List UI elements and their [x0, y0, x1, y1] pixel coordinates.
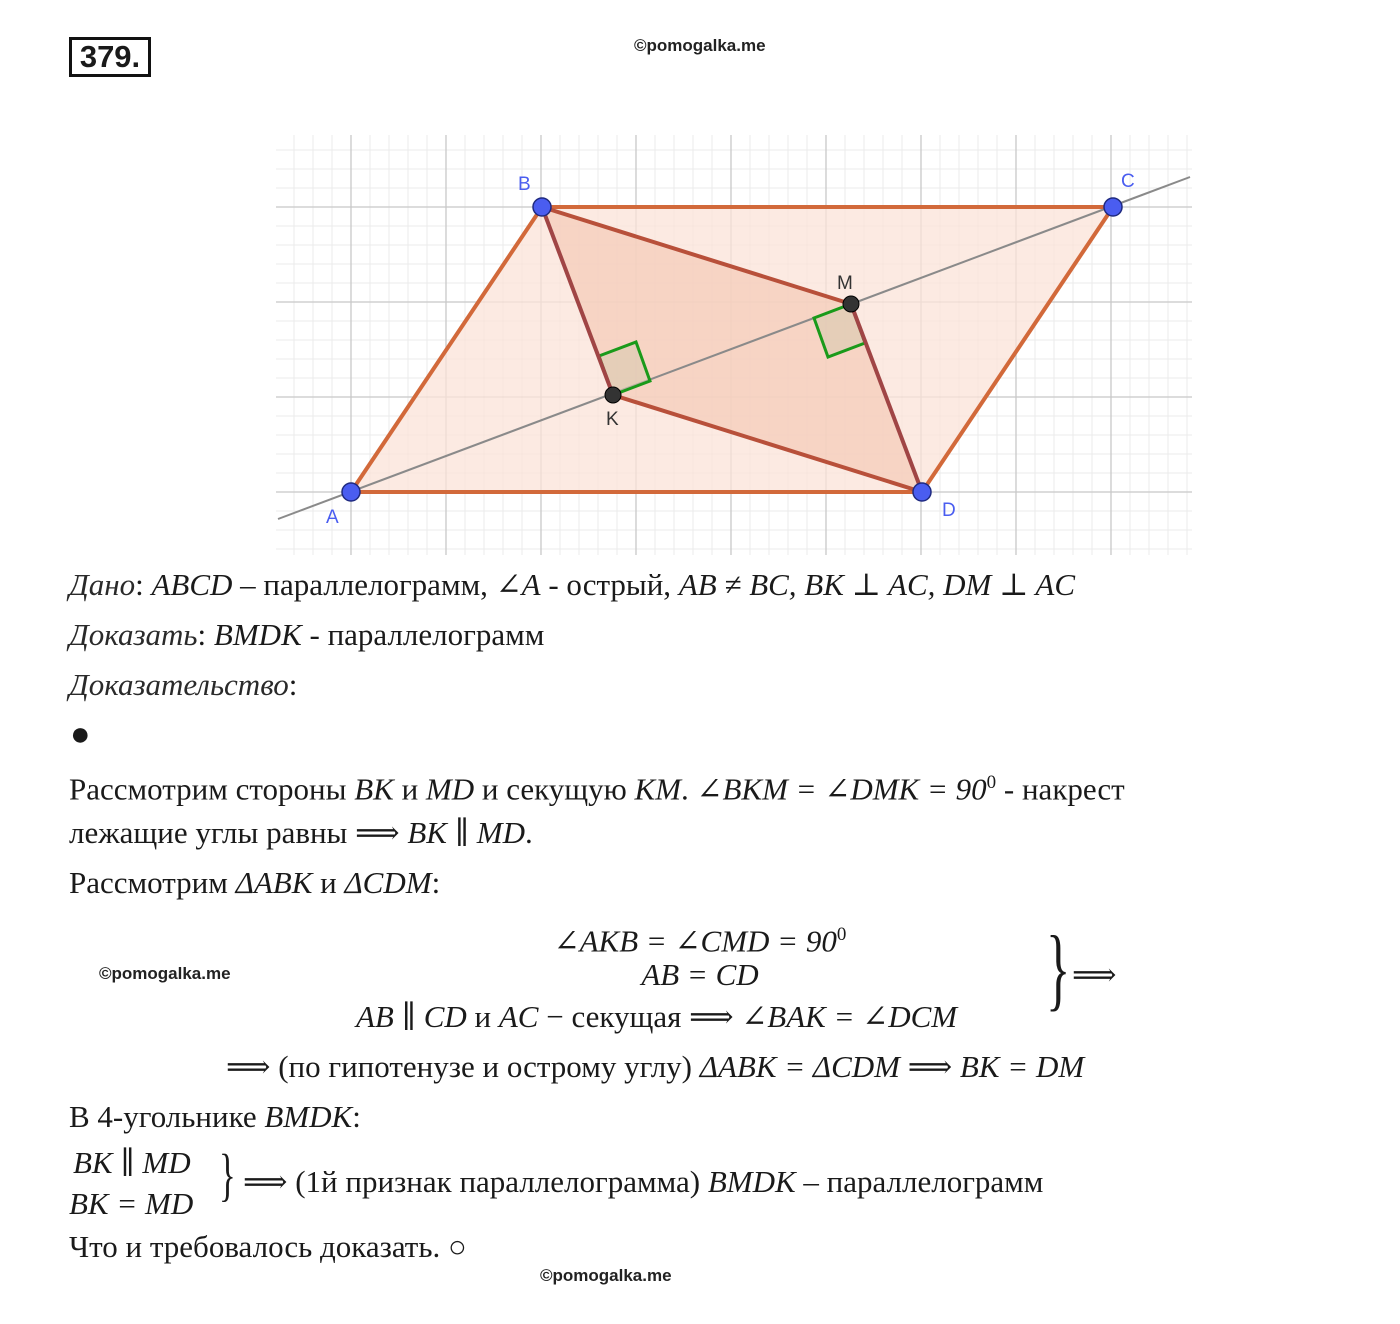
sys1-r3-text-1: и [466, 999, 499, 1034]
p3-cdm: ΔCDM [344, 865, 432, 900]
p2-text-2: . [524, 815, 533, 850]
p1-km: KM [634, 771, 682, 807]
label-m: M [837, 273, 853, 294]
given-abcd: ABCD [151, 567, 233, 602]
sys1-degree: 0 [836, 924, 847, 945]
system1-row-3 [356, 998, 957, 1036]
point-a [342, 483, 360, 501]
point-k [605, 387, 621, 403]
point-c [1104, 198, 1122, 216]
p1-bk: BK [354, 771, 394, 807]
given-colon: : [135, 567, 144, 602]
p3-text-3: : [431, 865, 441, 900]
proof-heading [69, 666, 297, 704]
p1-text-3: и секущую [474, 771, 635, 807]
bullet: ● [70, 716, 91, 753]
point-m [843, 296, 859, 312]
p5-text-2: : [352, 1099, 361, 1134]
p3-text-2: и [312, 865, 345, 900]
system1-arrow: ⟹ [1072, 957, 1117, 992]
given-text-1: – параллелограмм, [232, 567, 496, 602]
label-d: D [942, 500, 956, 521]
proof-paragraph-4 [226, 1048, 1084, 1086]
system1-brace: } [1046, 917, 1071, 1019]
p1-angles: ∠BKM = ∠DMK = 90 [696, 771, 987, 807]
system2-row-1: BK ∥ MD [73, 1145, 191, 1180]
given-text-2: - острый, [540, 567, 679, 602]
proof-colon: : [288, 667, 298, 702]
given-line [69, 566, 1075, 604]
p2-text-1: лежащие углы равны ⟹ [69, 815, 408, 850]
system2-row-2: BK = MD [69, 1186, 194, 1221]
sys2-bmdk: BMDK [707, 1164, 796, 1199]
prove-bmdk: BMDK [213, 617, 302, 652]
prove-line [69, 616, 544, 654]
p3-abk: ΔABK [235, 865, 313, 900]
sys2-text-1: ⟹ (1й признак параллелограмма) [243, 1164, 708, 1199]
proof-paragraph-5 [69, 1098, 361, 1136]
system2-conclusion [243, 1163, 1043, 1201]
p1-text-1: Рассмотрим стороны [69, 771, 355, 807]
label-c: C [1121, 171, 1135, 192]
system1-row-1 [520, 916, 880, 960]
watermark-top: ©pomogalka.me [634, 36, 766, 55]
given-conditions: AB ≠ BC, BK ⊥ AC, DM ⊥ AC [678, 567, 1076, 602]
p3-text-1: Рассмотрим [69, 865, 236, 900]
watermark-middle: ©pomogalka.me [99, 964, 231, 983]
label-k: K [606, 409, 619, 430]
proof-paragraph-1 [69, 764, 1125, 808]
sys1-r3-text-2: − секущая ⟹ [538, 999, 742, 1034]
label-a: A [326, 507, 339, 528]
p1-degree: 0 [986, 772, 997, 793]
given-angle-a: ∠A [495, 567, 541, 602]
watermark-bottom: ©pomogalka.me [540, 1266, 672, 1285]
problem-number: 379. [69, 37, 151, 77]
sys2-text-2: – параллелограмм [795, 1164, 1044, 1199]
p1-text-5: - накрест [996, 771, 1125, 807]
given-label: Дано [69, 567, 136, 602]
label-b: B [518, 174, 531, 195]
p5-bmdk: BMDK [264, 1099, 353, 1134]
sys1-r3-parallel: AB ∥ CD [356, 999, 467, 1034]
point-d [913, 483, 931, 501]
prove-label: Доказать [69, 617, 198, 652]
proof-label: Доказательство [69, 667, 289, 702]
point-b [533, 198, 551, 216]
system1-row-2: AB = CD [641, 957, 759, 992]
prove-colon: : [197, 617, 214, 652]
sys1-r3-angles: ∠BAK = ∠DCM [741, 999, 958, 1034]
p1-text-2: и [393, 771, 426, 807]
p1-md: MD [425, 771, 475, 807]
p4-text: ⟹ (по гипотенузе и острому углу) [226, 1049, 700, 1084]
p1-text-4: . [681, 771, 697, 807]
p2-parallel: BK ∥ MD [407, 815, 525, 850]
geometry-figure [276, 135, 1192, 555]
p5-text-1: В 4-угольнике [69, 1099, 265, 1134]
sys1-r1: ∠AKB = ∠CMD = 90 [553, 923, 837, 959]
system2-brace: } [219, 1142, 236, 1207]
proof-paragraph-2 [69, 814, 533, 852]
proof-end: Что и требовалось доказать. ○ [69, 1229, 467, 1264]
prove-text: - параллелограмм [301, 617, 545, 652]
p4-conclusion: ΔABK = ΔCDM ⟹ BK = DM [699, 1049, 1085, 1084]
sys1-r3-ac: AC [498, 999, 539, 1034]
proof-paragraph-3 [69, 864, 440, 902]
